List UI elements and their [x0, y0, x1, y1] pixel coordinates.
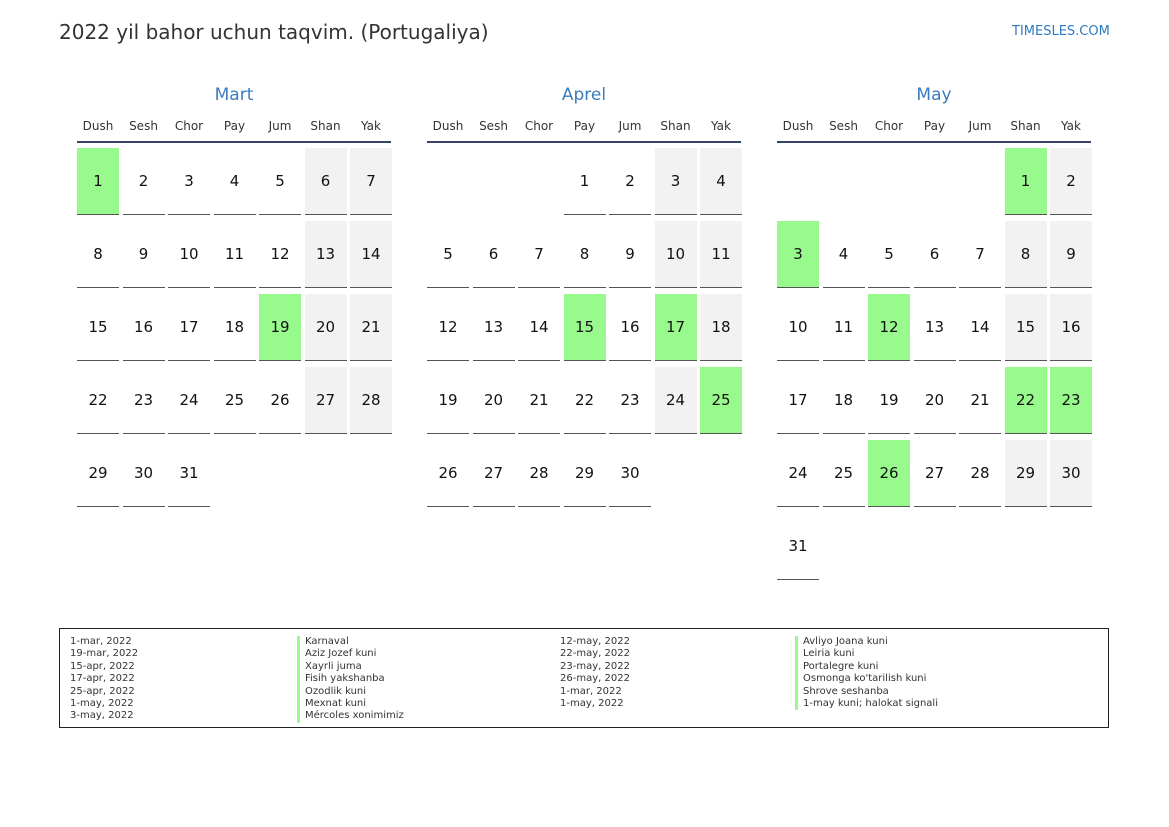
day-cell: 21 [518, 367, 560, 434]
day-cell: 15 [1005, 294, 1047, 361]
day-cell: 27 [473, 440, 515, 507]
weekday-label: Jum [618, 119, 642, 133]
day-cell: 2 [609, 148, 651, 215]
day-cell: 19 [868, 367, 910, 434]
weekday-label: Chor [174, 119, 204, 133]
legend-holiday-name: Portalegre kuni [795, 661, 938, 673]
day-cell: 7 [350, 148, 392, 215]
holiday-day-cell: 25 [700, 367, 742, 434]
day-cell: 16 [1050, 294, 1092, 361]
weekday-label: Sesh [129, 119, 158, 133]
day-cell: 22 [564, 367, 606, 434]
day-cell: 4 [823, 221, 865, 288]
legend-holiday-name: 1-may kuni; halokat signali [795, 698, 938, 710]
weekday-header [427, 118, 745, 136]
day-cell: 20 [305, 294, 347, 361]
day-cell: 19 [427, 367, 469, 434]
day-cell: 1 [564, 148, 606, 215]
day-cell: 7 [959, 221, 1001, 288]
legend-date: 12-may, 2022 [560, 636, 630, 647]
holiday-day-cell: 17 [655, 294, 697, 361]
day-cell: 30 [1050, 440, 1092, 507]
weekday-label: Chor [524, 119, 554, 133]
day-cell: 26 [259, 367, 301, 434]
day-cell: 10 [777, 294, 819, 361]
header-divider [777, 141, 1091, 143]
day-cell: 3 [168, 148, 210, 215]
day-cell: 22 [77, 367, 119, 434]
page-title: 2022 yil bahor uchun taqvim. (Portugaliya) [59, 20, 489, 44]
day-cell: 20 [914, 367, 956, 434]
legend-dates-column-1 [70, 636, 138, 723]
holiday-day-cell: 19 [259, 294, 301, 361]
brand-link[interactable]: TIMESLES.COM [1012, 24, 1110, 39]
day-cell: 21 [959, 367, 1001, 434]
legend-date: 25-apr, 2022 [70, 685, 135, 697]
day-cell: 12 [259, 221, 301, 288]
day-cell: 6 [305, 148, 347, 215]
day-cell: 15 [77, 294, 119, 361]
day-cell: 27 [914, 440, 956, 507]
day-cell: 8 [1005, 221, 1047, 288]
holiday-day-cell: 1 [77, 148, 119, 215]
legend-date: 22-may, 2022 [560, 648, 630, 660]
legend-holiday-name: Avliyo Joana kuni [795, 636, 938, 648]
day-cell: 20 [473, 367, 515, 434]
day-cell: 23 [609, 367, 651, 434]
legend-date: 1-mar, 2022 [70, 636, 132, 647]
day-cell: 4 [214, 148, 256, 215]
day-cell: 26 [427, 440, 469, 507]
legend-names-column-2 [795, 636, 938, 710]
weekday-label: Shan [310, 119, 341, 133]
weekday-label: Pay [223, 119, 246, 133]
day-cell: 8 [77, 221, 119, 288]
holiday-day-cell: 12 [868, 294, 910, 361]
day-cell: 14 [959, 294, 1001, 361]
legend-holiday-name: Karnaval [297, 636, 404, 648]
day-cell: 2 [123, 148, 165, 215]
weekday-label: Dush [432, 119, 464, 133]
day-cell: 29 [1005, 440, 1047, 507]
weekday-label: Sesh [479, 119, 508, 133]
day-cell: 13 [473, 294, 515, 361]
weekday-label: Jum [268, 119, 292, 133]
day-cell: 16 [609, 294, 651, 361]
legend-holiday-name: Fisih yakshanba [297, 673, 404, 685]
day-cell: 28 [959, 440, 1001, 507]
holiday-day-cell: 1 [1005, 148, 1047, 215]
holiday-day-cell: 22 [1005, 367, 1047, 434]
day-cell: 10 [168, 221, 210, 288]
day-cell: 13 [305, 221, 347, 288]
day-cell: 6 [914, 221, 956, 288]
weekday-label: Shan [1010, 119, 1041, 133]
weekday-label: Chor [874, 119, 904, 133]
weekday-label: Yak [361, 119, 381, 133]
day-cell: 2 [1050, 148, 1092, 215]
legend-date: 26-may, 2022 [560, 673, 630, 685]
day-cell: 21 [350, 294, 392, 361]
holiday-day-cell: 3 [777, 221, 819, 288]
weekday-label: Pay [573, 119, 596, 133]
weekday-label: Sesh [829, 119, 858, 133]
day-cell: 17 [777, 367, 819, 434]
day-cell: 10 [655, 221, 697, 288]
day-cell: 28 [350, 367, 392, 434]
legend-holiday-name: Ozodlik kuni [297, 686, 404, 698]
legend-date: 15-apr, 2022 [70, 660, 135, 672]
day-cell: 11 [823, 294, 865, 361]
day-cell: 13 [914, 294, 956, 361]
legend-holiday-name: Leiria kuni [795, 648, 938, 660]
holiday-day-cell: 23 [1050, 367, 1092, 434]
day-cell: 16 [123, 294, 165, 361]
day-cell: 9 [609, 221, 651, 288]
weekday-label: Shan [660, 119, 691, 133]
weekday-label: Dush [782, 119, 814, 133]
day-cell: 29 [77, 440, 119, 507]
legend-date: 1-mar, 2022 [560, 685, 622, 697]
legend-holiday-name: Mércoles xonimimiz [297, 710, 404, 722]
legend-date: 17-apr, 2022 [70, 673, 135, 685]
legend-names-column-1 [297, 636, 404, 723]
day-cell: 11 [214, 221, 256, 288]
legend-holiday-name: Shrove seshanba [795, 686, 938, 698]
day-cell: 24 [168, 367, 210, 434]
header-divider [427, 141, 741, 143]
legend-holiday-name: Osmonga ko'tarilish kuni [795, 673, 938, 685]
holiday-day-cell: 15 [564, 294, 606, 361]
legend-holiday-name: Aziz Jozef kuni [297, 648, 404, 660]
day-cell: 11 [700, 221, 742, 288]
day-cell: 14 [350, 221, 392, 288]
legend-date: 1-may, 2022 [560, 698, 624, 710]
day-cell: 3 [655, 148, 697, 215]
month-title: Aprel [561, 85, 607, 105]
day-cell: 5 [868, 221, 910, 288]
day-cell: 31 [168, 440, 210, 507]
day-cell: 24 [777, 440, 819, 507]
holiday-legend [59, 628, 1109, 728]
day-cell: 17 [168, 294, 210, 361]
legend-holiday-name: Mexnat kuni [297, 698, 404, 710]
day-cell: 8 [564, 221, 606, 288]
month-title: May [916, 85, 952, 105]
day-cell: 25 [214, 367, 256, 434]
day-cell: 18 [823, 367, 865, 434]
day-cell: 14 [518, 294, 560, 361]
legend-date: 1-may, 2022 [70, 698, 134, 710]
legend-date: 19-mar, 2022 [70, 648, 139, 660]
weekday-label: Yak [1061, 119, 1081, 133]
day-cell: 31 [777, 513, 819, 580]
weekday-header [77, 118, 395, 136]
weekday-header [777, 118, 1095, 136]
day-cell: 25 [823, 440, 865, 507]
day-cell: 28 [518, 440, 560, 507]
weekday-label: Pay [923, 119, 946, 133]
legend-date: 23-may, 2022 [560, 660, 630, 672]
day-cell: 12 [427, 294, 469, 361]
day-cell: 29 [564, 440, 606, 507]
day-cell: 24 [655, 367, 697, 434]
day-cell: 30 [609, 440, 651, 507]
day-cell: 23 [123, 367, 165, 434]
day-cell: 18 [214, 294, 256, 361]
day-cell: 5 [259, 148, 301, 215]
legend-dates-column-2 [560, 636, 630, 710]
day-cell: 6 [473, 221, 515, 288]
weekday-label: Jum [968, 119, 992, 133]
day-cell: 18 [700, 294, 742, 361]
day-cell: 7 [518, 221, 560, 288]
day-cell: 27 [305, 367, 347, 434]
legend-date: 3-may, 2022 [70, 710, 134, 722]
day-cell: 4 [700, 148, 742, 215]
weekday-label: Dush [82, 119, 114, 133]
holiday-day-cell: 26 [868, 440, 910, 507]
header-divider [77, 141, 391, 143]
day-cell: 5 [427, 221, 469, 288]
day-cell: 30 [123, 440, 165, 507]
legend-holiday-name: Xayrli juma [297, 661, 404, 673]
day-cell: 9 [123, 221, 165, 288]
day-cell: 9 [1050, 221, 1092, 288]
month-title: Mart [214, 85, 254, 105]
weekday-label: Yak [711, 119, 731, 133]
